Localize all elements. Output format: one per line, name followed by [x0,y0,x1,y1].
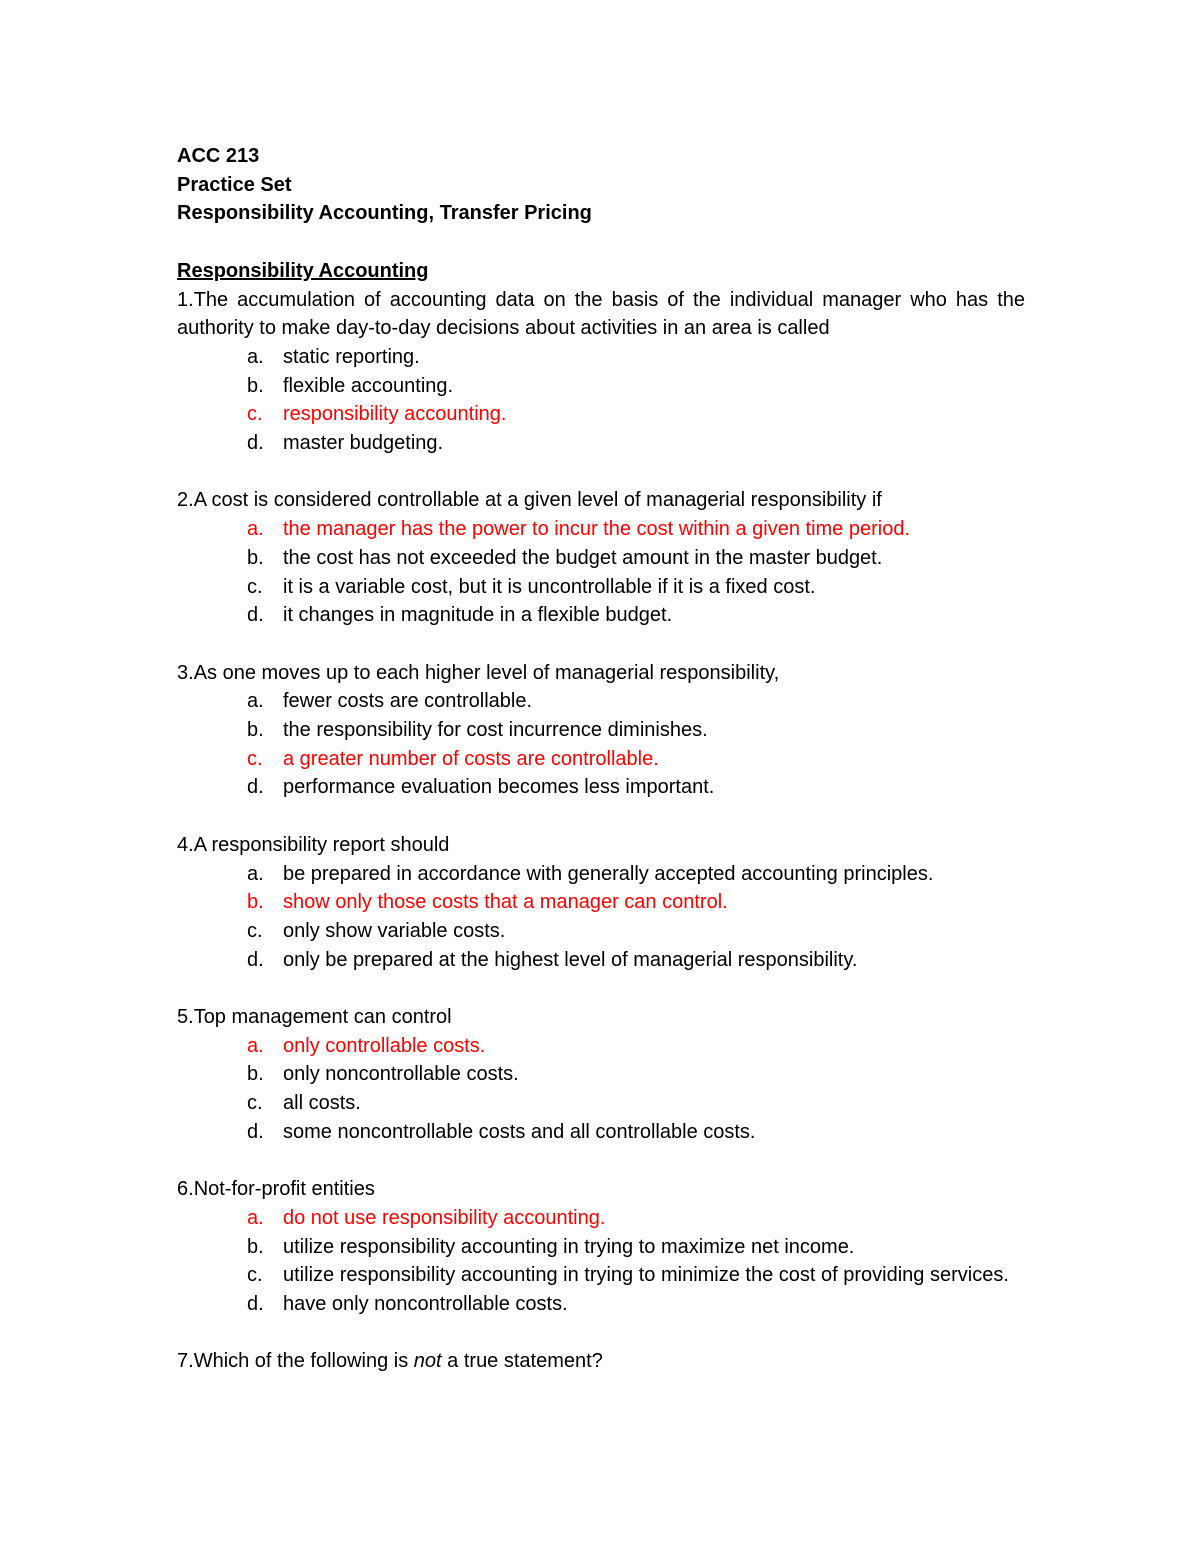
option-letter: d. [247,776,264,799]
option-letter: b. [247,374,264,397]
answer-option [177,716,1025,745]
option-text: static reporting. [283,345,420,368]
question-stem [177,659,1025,688]
answer-option-correct [177,888,1025,917]
option-letter: b. [247,1235,264,1258]
answer-option-correct [177,1032,1025,1061]
option-text: only be prepared at the highest level of managerial responsibility. [283,948,858,971]
question-5 [177,1003,1025,1147]
section-heading: Responsibility Accounting [177,259,429,282]
spacer [177,228,1025,257]
option-text: do not use responsibility accounting. [283,1206,606,1229]
option-list [177,687,1025,802]
option-text: the cost has not exceeded the budget amount in the master budget. [283,546,883,569]
option-text: the responsibility for cost incurrence diminishes. [283,719,708,742]
question-text: Top management can control [193,1006,452,1029]
option-letter: b. [247,719,264,742]
option-text: utilize responsibility accounting in trying to maximize net income. [283,1235,855,1258]
option-letter: c. [247,403,263,426]
option-text: the manager has the power to incur the cost within a given time period. [283,518,911,541]
answer-option-correct [177,515,1025,544]
question-7 [177,1347,1025,1376]
option-text: some noncontrollable costs and all controllable costs. [283,1120,756,1143]
answer-option-correct [177,745,1025,774]
question-number: 2. [177,489,194,512]
answer-option [177,1290,1025,1319]
answer-option [177,687,1025,716]
option-text: utilize responsibility accounting in trying to minimize the cost of providing services. [283,1264,1009,1287]
question-text: A responsibility report should [193,833,450,856]
answer-option [177,573,1025,602]
option-letter: a. [247,1206,264,1229]
option-text: responsibility accounting. [283,403,507,426]
question-number: 4. [177,833,194,856]
answer-option [177,860,1025,889]
option-text: only show variable costs. [283,919,506,942]
question-number: 7. [177,1350,194,1373]
option-letter: c. [247,919,263,942]
option-letter: a. [247,1034,264,1057]
question-text: Not-for-profit entities [193,1178,375,1201]
question-3 [177,659,1025,803]
option-letter: a. [247,690,264,713]
question-4 [177,831,1025,975]
answer-option [177,343,1025,372]
practice-set-label: Practice Set [177,173,292,196]
answer-option [177,917,1025,946]
question-text: The accumulation of accounting data on the basis of the individual manager who has the authority to make day-to-day decisions about activities in an area is called [177,288,1025,340]
option-letter: c. [247,1092,263,1115]
option-letter: d. [247,432,264,455]
option-list [177,515,1025,630]
option-letter: a. [247,518,264,541]
answer-option [177,1261,1025,1290]
question-stem [177,1003,1025,1032]
question-number: 3. [177,661,194,684]
question-number: 5. [177,1006,194,1029]
option-text: only noncontrollable costs. [283,1063,519,1086]
option-text: have only noncontrollable costs. [283,1293,568,1316]
option-letter: c. [247,747,263,770]
question-6 [177,1175,1025,1319]
answer-option [177,1060,1025,1089]
answer-option [177,429,1025,458]
question-number: 6. [177,1178,194,1201]
option-text: performance evaluation becomes less important. [283,776,715,799]
option-list [177,860,1025,975]
answer-option [177,1233,1025,1262]
question-stem [177,286,1025,343]
answer-option [177,1089,1025,1118]
option-list [177,1204,1025,1319]
option-text: show only those costs that a manager can control. [283,891,728,914]
answer-option [177,946,1025,975]
option-text: master budgeting. [283,432,444,455]
question-text-after: a true statement? [441,1350,603,1373]
answer-option [177,601,1025,630]
option-letter: a. [247,345,264,368]
option-text: all costs. [283,1092,361,1115]
option-letter: d. [247,1293,264,1316]
answer-option [177,372,1025,401]
question-text-before: Which of the following is [193,1350,414,1373]
option-letter: b. [247,891,264,914]
option-letter: c. [247,1264,263,1287]
document-topics: Responsibility Accounting, Transfer Pricing [177,202,592,225]
option-letter: c. [247,575,263,598]
option-list [177,1032,1025,1147]
option-text: flexible accounting. [283,374,454,397]
course-code: ACC 213 [177,145,260,167]
option-text: be prepared in accordance with generally accepted accounting principles. [283,862,934,885]
option-letter: d. [247,948,264,971]
option-text: it changes in magnitude in a flexible budget. [283,604,673,627]
question-list [177,286,1025,1319]
question-stem [177,1175,1025,1204]
option-text: it is a variable cost, but it is uncontrollable if it is a fixed cost. [283,575,816,598]
answer-option-correct [177,400,1025,429]
option-letter: a. [247,862,264,885]
question-text: A cost is considered controllable at a given level of managerial responsibility if [193,489,882,512]
question-1 [177,286,1025,458]
question-text: As one moves up to each higher level of managerial responsibility, [193,661,780,684]
question-number: 1. [177,288,194,311]
answer-option-correct [177,1204,1025,1233]
question-emphasis: not [413,1350,442,1373]
question-2 [177,486,1025,630]
option-text: fewer costs are controllable. [283,690,533,713]
document-page [177,142,1025,1376]
option-letter: d. [247,1120,264,1143]
question-stem [177,486,1025,515]
question-stem [177,831,1025,860]
option-letter: b. [247,546,264,569]
answer-option [177,773,1025,802]
answer-option [177,544,1025,573]
option-text: only controllable costs. [283,1034,486,1057]
option-text: a greater number of costs are controllable. [283,747,659,770]
answer-option [177,1118,1025,1147]
option-letter: b. [247,1063,264,1086]
option-letter: d. [247,604,264,627]
option-list [177,343,1025,458]
